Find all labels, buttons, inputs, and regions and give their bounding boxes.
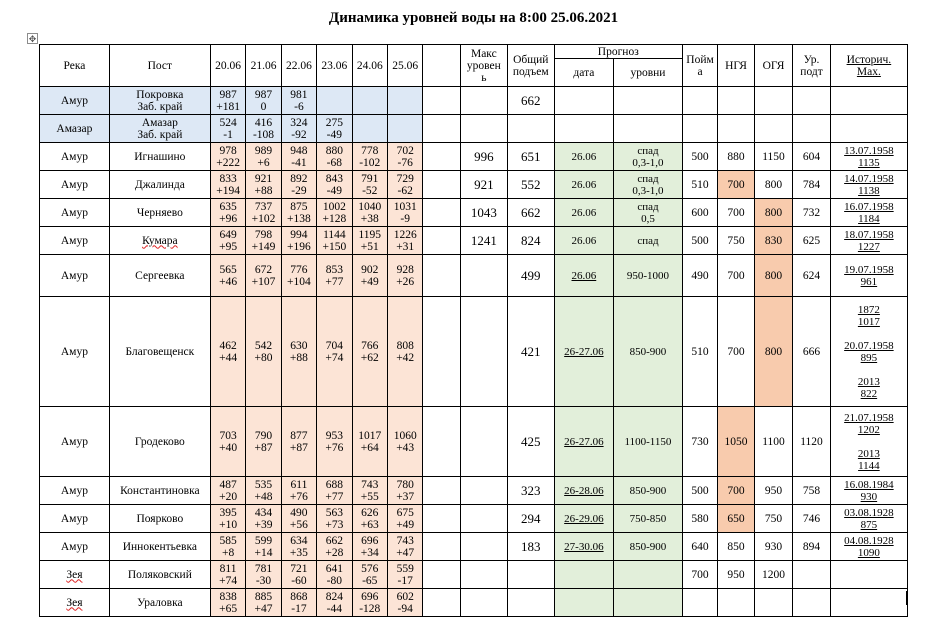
ogya-cell: 830: [754, 227, 793, 255]
ogya-cell: 950: [754, 477, 793, 505]
level-cell-5: 626 +63: [352, 505, 387, 533]
level-cell-3: 630 +88: [281, 297, 316, 407]
level-cell-3: 877 +87: [281, 407, 316, 477]
header-date-5: 24.06: [352, 45, 387, 87]
table-row: [40, 477, 908, 505]
header-date-2: 21.06: [246, 45, 281, 87]
level-cell-2: 672 +107: [246, 255, 281, 297]
level-cell-3: 490 +56: [281, 505, 316, 533]
document-title: Динамика уровней воды на 8:00 25.06.2021: [328, 10, 619, 26]
forecast-levels-cell: [614, 115, 683, 143]
post-cell: Поляковский: [109, 561, 210, 589]
hist-max-cell: [830, 115, 907, 143]
ngya-cell: [718, 589, 754, 617]
ngya-cell: 700: [718, 199, 754, 227]
river-cell: Амур: [40, 477, 110, 505]
total-rise-cell: [507, 115, 554, 143]
max-level-cell: 996: [460, 143, 507, 171]
level-cell-1: 524 -1: [210, 115, 245, 143]
level-cell-1: 487 +20: [210, 477, 245, 505]
total-rise-cell: 662: [507, 87, 554, 115]
post-cell: Поярково: [109, 505, 210, 533]
max-level-cell: [460, 407, 507, 477]
level-cell-4: 641 -80: [317, 561, 352, 589]
floodplain-cell: 500: [682, 143, 717, 171]
river-cell: Амур: [40, 297, 110, 407]
river-cell: Амур: [40, 505, 110, 533]
ngya-cell: [718, 87, 754, 115]
header-floodplain: Пойм а: [682, 45, 717, 87]
level-cell-4: [317, 87, 352, 115]
max-level-cell: [460, 505, 507, 533]
ngya-cell: 750: [718, 227, 754, 255]
post-cell: Благовещенск: [109, 297, 210, 407]
level-cell-4: 688 +77: [317, 477, 352, 505]
forecast-date-cell: 26.06: [554, 227, 613, 255]
floodplain-cell: 640: [682, 533, 717, 561]
forecast-levels-cell: 950-1000: [614, 255, 683, 297]
level-cell-2: 542 +80: [246, 297, 281, 407]
river-cell: Амур: [40, 171, 110, 199]
blank-cell: [423, 115, 461, 143]
level-cell-1: 462 +44: [210, 297, 245, 407]
max-level-cell: [460, 115, 507, 143]
level-cell-2: 434 +39: [246, 505, 281, 533]
level-cell-2: 599 +14: [246, 533, 281, 561]
table-row: [40, 533, 908, 561]
ur-podt-cell: [793, 115, 831, 143]
floodplain-cell: [682, 589, 717, 617]
total-rise-cell: 294: [507, 505, 554, 533]
level-cell-1: 987 +181: [210, 87, 245, 115]
ur-podt-cell: 758: [793, 477, 831, 505]
level-cell-4: 704 +74: [317, 297, 352, 407]
level-cell-4: 843 -49: [317, 171, 352, 199]
header-date-4: 23.06: [317, 45, 352, 87]
hist-max-cell: 03.08.1928 875: [830, 505, 907, 533]
hist-max-cell: 18.07.1958 1227: [830, 227, 907, 255]
total-rise-cell: [507, 589, 554, 617]
floodplain-cell: 490: [682, 255, 717, 297]
level-cell-1: 635 +96: [210, 199, 245, 227]
ur-podt-cell: 666: [793, 297, 831, 407]
header-blank: [423, 45, 461, 87]
level-cell-3: 324 -92: [281, 115, 316, 143]
post-cell: Амазар Заб. край: [109, 115, 210, 143]
floodplain-cell: [682, 115, 717, 143]
ogya-cell: 1100: [754, 407, 793, 477]
level-cell-3: 721 -60: [281, 561, 316, 589]
blank-cell: [423, 407, 461, 477]
ur-podt-cell: [793, 589, 831, 617]
table-row: [40, 143, 908, 171]
ogya-cell: 800: [754, 255, 793, 297]
table-move-handle-icon[interactable]: ✥: [28, 34, 37, 44]
forecast-date-cell: [554, 115, 613, 143]
total-rise-cell: 425: [507, 407, 554, 477]
hist-max-cell: 13.07.1958 1135: [830, 143, 907, 171]
floodplain-cell: 730: [682, 407, 717, 477]
post-cell: Кумара: [109, 227, 210, 255]
hist-max-cell: 04.08.1928 1090: [830, 533, 907, 561]
hist-max-cell: 1872 1017 20.07.1958 895 2013 822: [830, 297, 907, 407]
ogya-cell: [754, 589, 793, 617]
ur-podt-cell: 894: [793, 533, 831, 561]
level-cell-2: 921 +88: [246, 171, 281, 199]
forecast-date-cell: 26-27.06: [554, 407, 613, 477]
max-level-cell: [460, 87, 507, 115]
river-cell: Амур: [40, 407, 110, 477]
forecast-date-cell: 27-30.06: [554, 533, 613, 561]
level-cell-4: 275 -49: [317, 115, 352, 143]
floodplain-cell: 510: [682, 297, 717, 407]
max-level-cell: 921: [460, 171, 507, 199]
level-cell-2: 790 +87: [246, 407, 281, 477]
hist-max-cell: 16.07.1958 1184: [830, 199, 907, 227]
forecast-levels-cell: 850-900: [614, 297, 683, 407]
level-cell-5: 902 +49: [352, 255, 387, 297]
text-cursor: [906, 591, 907, 605]
level-cell-3: 868 -17: [281, 589, 316, 617]
blank-cell: [423, 199, 461, 227]
forecast-levels-cell: 850-900: [614, 533, 683, 561]
level-cell-3: 981 -6: [281, 87, 316, 115]
level-cell-6: 743 +47: [387, 533, 422, 561]
river-cell: Амур: [40, 87, 110, 115]
max-level-cell: 1043: [460, 199, 507, 227]
level-cell-4: 1002 +128: [317, 199, 352, 227]
level-cell-4: 1144 +150: [317, 227, 352, 255]
post-cell: Игнашино: [109, 143, 210, 171]
forecast-levels-cell: спад: [614, 227, 683, 255]
level-cell-2: 885 +47: [246, 589, 281, 617]
forecast-date-cell: 26.06: [554, 171, 613, 199]
level-cell-4: 662 +28: [317, 533, 352, 561]
post-cell: Сергеевка: [109, 255, 210, 297]
blank-cell: [423, 561, 461, 589]
ur-podt-cell: 1120: [793, 407, 831, 477]
ogya-cell: 930: [754, 533, 793, 561]
total-rise-cell: 662: [507, 199, 554, 227]
floodplain-cell: 510: [682, 171, 717, 199]
max-level-cell: [460, 255, 507, 297]
level-cell-5: 576 -65: [352, 561, 387, 589]
hist-max-cell: 19.07.1958 961: [830, 255, 907, 297]
ogya-cell: 1150: [754, 143, 793, 171]
header-hist-max: Историч. Max.: [830, 45, 907, 87]
forecast-date-cell: 26-28.06: [554, 477, 613, 505]
level-cell-5: 1017 +64: [352, 407, 387, 477]
ogya-cell: [754, 87, 793, 115]
header-date-6: 25.06: [387, 45, 422, 87]
ur-podt-cell: 624: [793, 255, 831, 297]
total-rise-cell: 421: [507, 297, 554, 407]
total-rise-cell: 183: [507, 533, 554, 561]
level-cell-1: 395 +10: [210, 505, 245, 533]
level-cell-6: 559 -17: [387, 561, 422, 589]
header-date-1: 20.06: [210, 45, 245, 87]
ur-podt-cell: 625: [793, 227, 831, 255]
blank-cell: [423, 297, 461, 407]
level-cell-6: 780 +37: [387, 477, 422, 505]
ur-podt-cell: [793, 561, 831, 589]
level-cell-2: 798 +149: [246, 227, 281, 255]
header-forecast: Прогноз: [554, 45, 682, 59]
max-level-cell: [460, 561, 507, 589]
level-cell-6: 928 +26: [387, 255, 422, 297]
blank-cell: [423, 143, 461, 171]
river-cell: Амур: [40, 227, 110, 255]
total-rise-cell: 824: [507, 227, 554, 255]
river-cell: Зея: [40, 589, 110, 617]
level-cell-5: 1195 +51: [352, 227, 387, 255]
level-cell-3: 892 -29: [281, 171, 316, 199]
level-cell-6: 702 -76: [387, 143, 422, 171]
hist-max-cell: 21.07.1958 1202 2013 1144: [830, 407, 907, 477]
ogya-cell: 800: [754, 297, 793, 407]
forecast-levels-cell: спад 0,3-1,0: [614, 171, 683, 199]
ngya-cell: 1050: [718, 407, 754, 477]
post-cell: Черняево: [109, 199, 210, 227]
max-level-cell: [460, 589, 507, 617]
total-rise-cell: 651: [507, 143, 554, 171]
floodplain-cell: 580: [682, 505, 717, 533]
level-cell-1: 978 +222: [210, 143, 245, 171]
total-rise-cell: [507, 561, 554, 589]
level-cell-5: 696 +34: [352, 533, 387, 561]
header-post: Пост: [109, 45, 210, 87]
level-cell-2: 989 +6: [246, 143, 281, 171]
hist-max-cell: 14.07.1958 1138: [830, 171, 907, 199]
blank-cell: [423, 505, 461, 533]
total-rise-cell: 552: [507, 171, 554, 199]
table-row: [40, 297, 908, 407]
level-cell-1: 565 +46: [210, 255, 245, 297]
ngya-cell: 880: [718, 143, 754, 171]
header-forecast-levels: уровни: [614, 59, 683, 87]
ogya-cell: [754, 115, 793, 143]
level-cell-3: 948 -41: [281, 143, 316, 171]
level-cell-4: 824 -44: [317, 589, 352, 617]
forecast-levels-cell: [614, 87, 683, 115]
level-cell-3: 634 +35: [281, 533, 316, 561]
total-rise-cell: 499: [507, 255, 554, 297]
level-cell-5: 696 -128: [352, 589, 387, 617]
river-cell: Амур: [40, 143, 110, 171]
level-cell-6: 1226 +31: [387, 227, 422, 255]
level-cell-1: 833 +194: [210, 171, 245, 199]
ngya-cell: [718, 115, 754, 143]
post-cell: Ураловка: [109, 589, 210, 617]
level-cell-1: 838 +65: [210, 589, 245, 617]
level-cell-1: 585 +8: [210, 533, 245, 561]
forecast-date-cell: [554, 561, 613, 589]
table-row: [40, 589, 908, 617]
header-river: Река: [40, 45, 110, 87]
ngya-cell: 950: [718, 561, 754, 589]
level-cell-4: 563 +73: [317, 505, 352, 533]
ogya-cell: 800: [754, 199, 793, 227]
floodplain-cell: 500: [682, 227, 717, 255]
blank-cell: [423, 227, 461, 255]
max-level-cell: 1241: [460, 227, 507, 255]
level-cell-3: 776 +104: [281, 255, 316, 297]
ur-podt-cell: [793, 87, 831, 115]
forecast-levels-cell: 850-900: [614, 477, 683, 505]
max-level-cell: [460, 533, 507, 561]
level-cell-3: 875 +138: [281, 199, 316, 227]
level-cell-2: 737 +102: [246, 199, 281, 227]
level-cell-1: 703 +40: [210, 407, 245, 477]
level-cell-2: 535 +48: [246, 477, 281, 505]
header-ngya: НГЯ: [718, 45, 754, 87]
level-cell-6: 1031 -9: [387, 199, 422, 227]
level-cell-5: 778 -102: [352, 143, 387, 171]
floodplain-cell: 600: [682, 199, 717, 227]
table-row: [40, 407, 908, 477]
ngya-cell: 700: [718, 297, 754, 407]
level-cell-5: 1040 +38: [352, 199, 387, 227]
floodplain-cell: 700: [682, 561, 717, 589]
level-cell-6: [387, 115, 422, 143]
forecast-date-cell: 26.06: [554, 199, 613, 227]
forecast-date-cell: 26.06: [554, 255, 613, 297]
level-cell-1: 811 +74: [210, 561, 245, 589]
hist-max-cell: [830, 87, 907, 115]
header-ogya: ОГЯ: [754, 45, 793, 87]
table-row: [40, 505, 908, 533]
forecast-date-cell: [554, 589, 613, 617]
river-cell: Амур: [40, 199, 110, 227]
ngya-cell: 650: [718, 505, 754, 533]
forecast-levels-cell: [614, 561, 683, 589]
table-row: [40, 199, 908, 227]
level-cell-6: [387, 87, 422, 115]
blank-cell: [423, 589, 461, 617]
level-cell-5: 743 +55: [352, 477, 387, 505]
post-cell: Иннокентьевка: [109, 533, 210, 561]
max-level-cell: [460, 297, 507, 407]
ogya-cell: 800: [754, 171, 793, 199]
forecast-levels-cell: спад 0,5: [614, 199, 683, 227]
level-cell-5: 766 +62: [352, 297, 387, 407]
post-cell: Константиновка: [109, 477, 210, 505]
ur-podt-cell: 746: [793, 505, 831, 533]
forecast-levels-cell: 750-850: [614, 505, 683, 533]
forecast-date-cell: 26.06: [554, 143, 613, 171]
table-row: [40, 227, 908, 255]
max-level-cell: [460, 477, 507, 505]
ngya-cell: 700: [718, 171, 754, 199]
header-ur-podt: Ур. подт: [793, 45, 831, 87]
ngya-cell: 700: [718, 255, 754, 297]
ur-podt-cell: 784: [793, 171, 831, 199]
level-cell-2: 416 -108: [246, 115, 281, 143]
header-forecast-date: дата: [554, 59, 613, 87]
floodplain-cell: 500: [682, 477, 717, 505]
water-levels-table: [39, 44, 908, 617]
river-cell: Амазар: [40, 115, 110, 143]
table-row: [40, 115, 908, 143]
forecast-levels-cell: 1100-1150: [614, 407, 683, 477]
level-cell-3: 611 +76: [281, 477, 316, 505]
ur-podt-cell: 604: [793, 143, 831, 171]
forecast-levels-cell: спад 0,3-1,0: [614, 143, 683, 171]
forecast-date-cell: 26-29.06: [554, 505, 613, 533]
header-max-level: Макс уровен ь: [460, 45, 507, 87]
level-cell-6: 1060 +43: [387, 407, 422, 477]
ogya-cell: 750: [754, 505, 793, 533]
hist-max-cell: [830, 589, 907, 617]
post-cell: Гродеково: [109, 407, 210, 477]
table-row: [40, 171, 908, 199]
forecast-date-cell: 26-27.06: [554, 297, 613, 407]
ngya-cell: 700: [718, 477, 754, 505]
level-cell-6: 675 +49: [387, 505, 422, 533]
ngya-cell: 850: [718, 533, 754, 561]
level-cell-2: 987 0: [246, 87, 281, 115]
table-row: [40, 87, 908, 115]
forecast-date-cell: [554, 87, 613, 115]
blank-cell: [423, 477, 461, 505]
blank-cell: [423, 87, 461, 115]
level-cell-4: 880 -68: [317, 143, 352, 171]
total-rise-cell: 323: [507, 477, 554, 505]
floodplain-cell: [682, 87, 717, 115]
level-cell-6: 808 +42: [387, 297, 422, 407]
level-cell-1: 649 +95: [210, 227, 245, 255]
table-row: [40, 561, 908, 589]
hist-max-cell: 16.08.1984 930: [830, 477, 907, 505]
hist-max-cell: [830, 561, 907, 589]
river-cell: Амур: [40, 255, 110, 297]
level-cell-5: 791 -52: [352, 171, 387, 199]
post-cell: Джалинда: [109, 171, 210, 199]
level-cell-2: 781 -30: [246, 561, 281, 589]
river-cell: Амур: [40, 533, 110, 561]
table-row: [40, 255, 908, 297]
post-cell: Покровка Заб. край: [109, 87, 210, 115]
ur-podt-cell: 732: [793, 199, 831, 227]
level-cell-6: 729 -62: [387, 171, 422, 199]
ogya-cell: 1200: [754, 561, 793, 589]
level-cell-4: 953 +76: [317, 407, 352, 477]
forecast-levels-cell: [614, 589, 683, 617]
level-cell-5: [352, 87, 387, 115]
level-cell-6: 602 -94: [387, 589, 422, 617]
blank-cell: [423, 171, 461, 199]
blank-cell: [423, 255, 461, 297]
level-cell-4: 853 +77: [317, 255, 352, 297]
level-cell-3: 994 +196: [281, 227, 316, 255]
blank-cell: [423, 533, 461, 561]
level-cell-5: [352, 115, 387, 143]
header-date-3: 22.06: [281, 45, 316, 87]
river-cell: Зея: [40, 561, 110, 589]
header-total-rise: Общий подъем: [507, 45, 554, 87]
